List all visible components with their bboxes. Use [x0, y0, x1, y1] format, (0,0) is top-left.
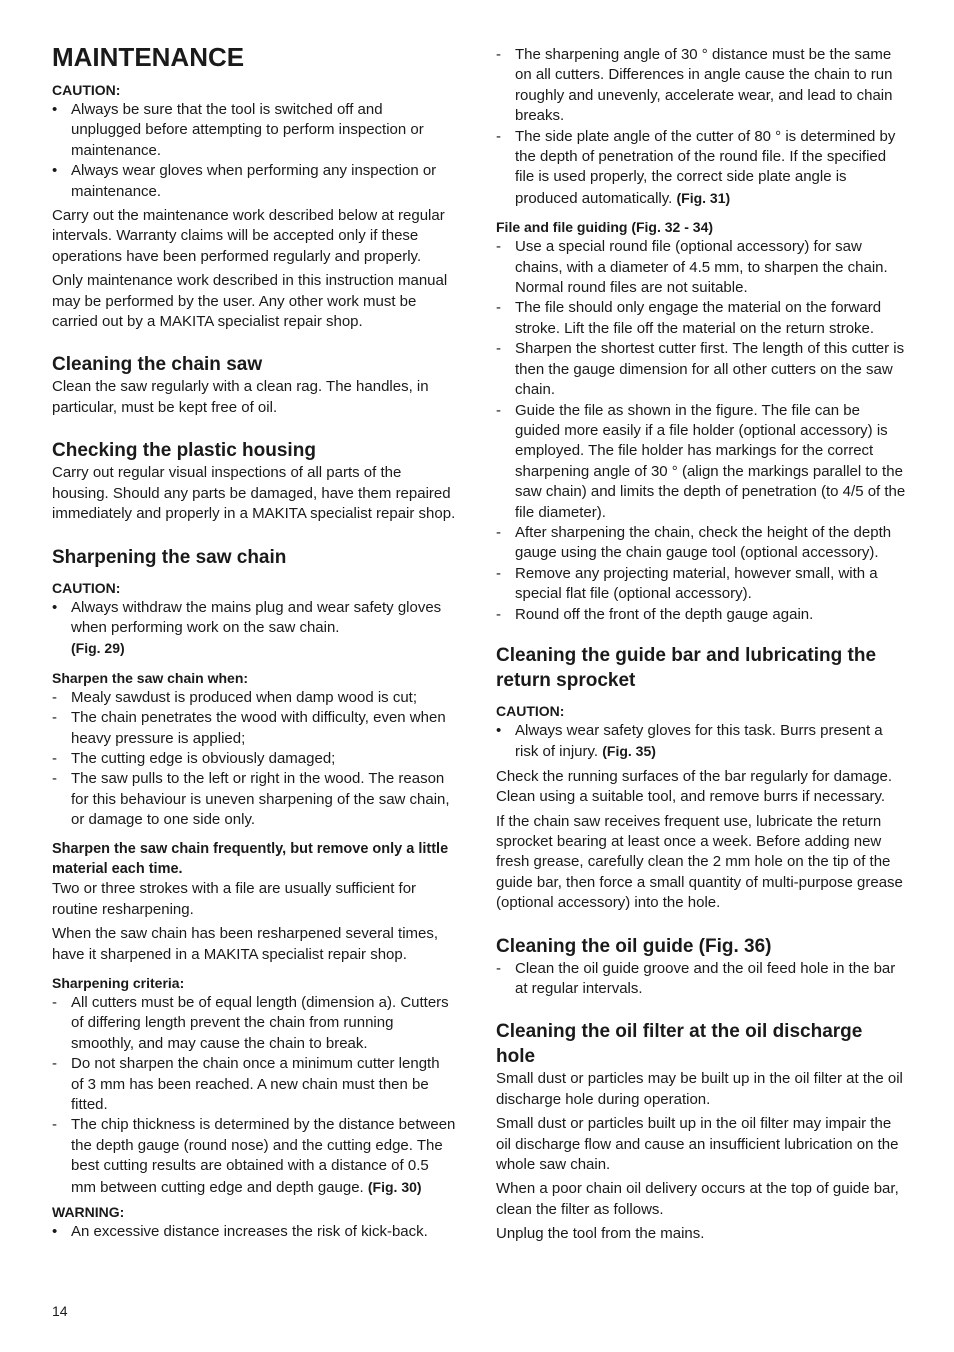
paragraph: Small dust or particles may be built up in the oil filter at the oil discharge hole during operation. — [496, 1070, 903, 1108]
caution-list — [496, 721, 906, 763]
oil-guide-list — [496, 959, 906, 1000]
page-title: MAINTENANCE — [52, 42, 245, 72]
section-heading-oil-filter: Cleaning the oil filter at the oil discharge hole — [496, 1021, 863, 1068]
paragraph: When the saw chain has been resharpened several times, have it sharpened in a MAKITA specialist repair shop. — [52, 925, 439, 963]
figure-ref: (Fig. 35) — [602, 743, 656, 760]
figure-ref: (Fig. 29) — [71, 640, 125, 657]
caution-label: CAUTION: — [52, 82, 121, 98]
list-item: - Guide the file as shown in the figure. The file can be guided more easily if a file holder (optional accessory) is employed. The file holder has markings for the correct sharpening angle of 30 ° (align the markings parallel to the saw chain) and limits the depth of penetration (to 4/5 of the file diameter). — [496, 401, 906, 521]
list-item: - Mealy sawdust is produced when damp wood is cut; — [52, 688, 418, 706]
paragraph: Only maintenance work described in this instruction manual may be performed by the user. Any other work must be carried out by a MAKITA specialist repair shop. — [52, 272, 448, 331]
caution-list — [52, 598, 456, 660]
page-number: 14 — [52, 1303, 68, 1319]
list-item: - The sharpening angle of 30 ° distance must be the same on all cutters. Differences in angle cause the chain to run roughly and unevenly, accelerate wear, and lead to chain breaks. — [496, 46, 893, 125]
paragraph: If the chain saw receives frequent use, lubricate the return sprocket bearing at least once a week. Before adding new fresh grease, carefully clean the 2 mm hole on the tip of the guide bar, then force a small quantity of multi-purpose grease (optional accessory) into the hole. — [496, 812, 903, 912]
list-item: • Always withdraw the mains plug and wear safety gloves when performing work on the saw chain. (Fig. 29) — [52, 598, 442, 657]
paragraph: Two or three strokes with a file are usually sufficient for routine resharpening. — [52, 880, 417, 918]
list-item: • Always wear gloves when performing any inspection or maintenance. — [52, 162, 437, 200]
paragraph: Unplug the tool from the mains. — [496, 1225, 705, 1243]
subheading-file: File and file guiding (Fig. 32 - 34) — [496, 219, 714, 236]
list-item: - Do not sharpen the chain once a minimum cutter length of 3 mm has been reached. A new chain must then be fitted. — [52, 1055, 440, 1114]
criteria-list — [52, 993, 456, 1198]
list-item: - The file should only engage the material on the forward stroke. Lift the file off the material on the return stroke. — [496, 299, 882, 337]
caution-label: CAUTION: — [496, 702, 565, 719]
section-heading-guide-bar: Cleaning the guide bar and lubricating the return sprocket — [496, 644, 877, 691]
paragraph: Carry out the maintenance work described below at regular intervals. Warranty claims will be accepted only if these operations have been performed regularly and properly. — [52, 207, 445, 265]
list-item: - The side plate angle of the cutter of 80 ° is determined by the depth of penetration of the round file. If the specified file is used properly, the correct side plate angle is produced automatically. (Fig. 31) — [496, 127, 896, 207]
right-column — [496, 45, 906, 1249]
list-item: - Round off the front of the depth gauge again. — [496, 605, 814, 623]
list-item: - Sharpen the shortest cutter first. The length of this cutter is then the gauge dimension for all other cutters on the saw chain. — [496, 340, 905, 399]
paragraph: When a poor chain oil delivery occurs at the top of guide bar, clean the filter as follows. — [496, 1180, 899, 1218]
subheading-when: Sharpen the saw chain when: — [52, 669, 249, 686]
figure-ref: (Fig. 30) — [367, 1178, 422, 1195]
list-item: • An excessive distance increases the risk of kick-back. — [52, 1223, 428, 1241]
warning-list — [52, 1222, 456, 1242]
list-item: - The saw pulls to the left or right in the wood. The reason for this behaviour is uneven sharpening of the saw chain, or damage to one side only. — [52, 770, 450, 829]
list-item: • Always be sure that the tool is switched off and unplugged before attempting to perform inspection or maintenance. — [52, 101, 424, 159]
list-item: - After sharpening the chain, check the height of the depth gauge using the chain gauge tool (optional accessory). — [496, 523, 892, 562]
section-heading-housing: Checking the plastic housing — [52, 440, 316, 462]
paragraph: Clean the saw regularly with a clean rag. The handles, in particular, must be kept free of oil. — [52, 378, 429, 416]
list-item: - The cutting edge is obviously damaged; — [52, 749, 336, 767]
list-item: - Use a special round file (optional accessory) for saw chains, with a diameter of 4.5 mm, to sharpen the chain. Normal round files are not suitable. — [496, 238, 888, 297]
left-column — [52, 42, 456, 1246]
section-heading-sharpening: Sharpening the saw chain — [52, 546, 287, 568]
list-item: - All cutters must be of equal length (dimension a). Cutters of differing length prevent the chain from running smoothly, and may cause the chain to break. — [52, 994, 449, 1052]
list-item: - Remove any projecting material, however small, with a special flat file (optional accessory). — [496, 564, 878, 603]
caution-label: CAUTION: — [52, 579, 121, 596]
file-list — [496, 237, 906, 625]
section-heading-cleaning: Cleaning the chain saw — [52, 354, 263, 376]
bold-note: Sharpen the saw chain frequently, but remove only a little material each time. — [52, 840, 449, 877]
paragraph: Small dust or particles built up in the oil filter may impair the oil discharge flow and cause an insufficient lubrication on the whole saw chain. — [496, 1115, 899, 1174]
paragraph: Carry out regular visual inspections of all parts of the housing. Should any parts be damaged, have them repaired immediately and properly in a MAKITA specialist repair shop. — [52, 464, 456, 523]
section-heading-oil-guide: Cleaning the oil guide (Fig. 36) — [496, 935, 772, 957]
list-item: - Clean the oil guide groove and the oil feed hole in the bar at regular intervals. — [496, 959, 896, 998]
figure-ref: (Fig. 31) — [676, 189, 731, 206]
angle-list — [496, 45, 906, 209]
caution-list — [52, 100, 456, 202]
subheading-criteria: Sharpening criteria: — [52, 975, 185, 991]
paragraph: Check the running surfaces of the bar regularly for damage. Clean using a suitable tool, and remove burrs if necessary. — [496, 767, 893, 806]
list-item: • Always wear safety gloves for this task. Burrs present a risk of injury. (Fig. 35) — [496, 721, 883, 761]
when-list — [52, 688, 456, 831]
list-item: - The chip thickness is determined by the distance between the depth gauge (round nose) and the cutting edge. The best cutting results are obtained with a distance of 0.5 mm between cutting edge and depth gauge. (Fig. 30) — [52, 1116, 456, 1196]
warning-label: WARNING: — [52, 1204, 125, 1221]
list-item: - The chain penetrates the wood with difficulty, even when heavy pressure is applied; — [52, 709, 446, 747]
